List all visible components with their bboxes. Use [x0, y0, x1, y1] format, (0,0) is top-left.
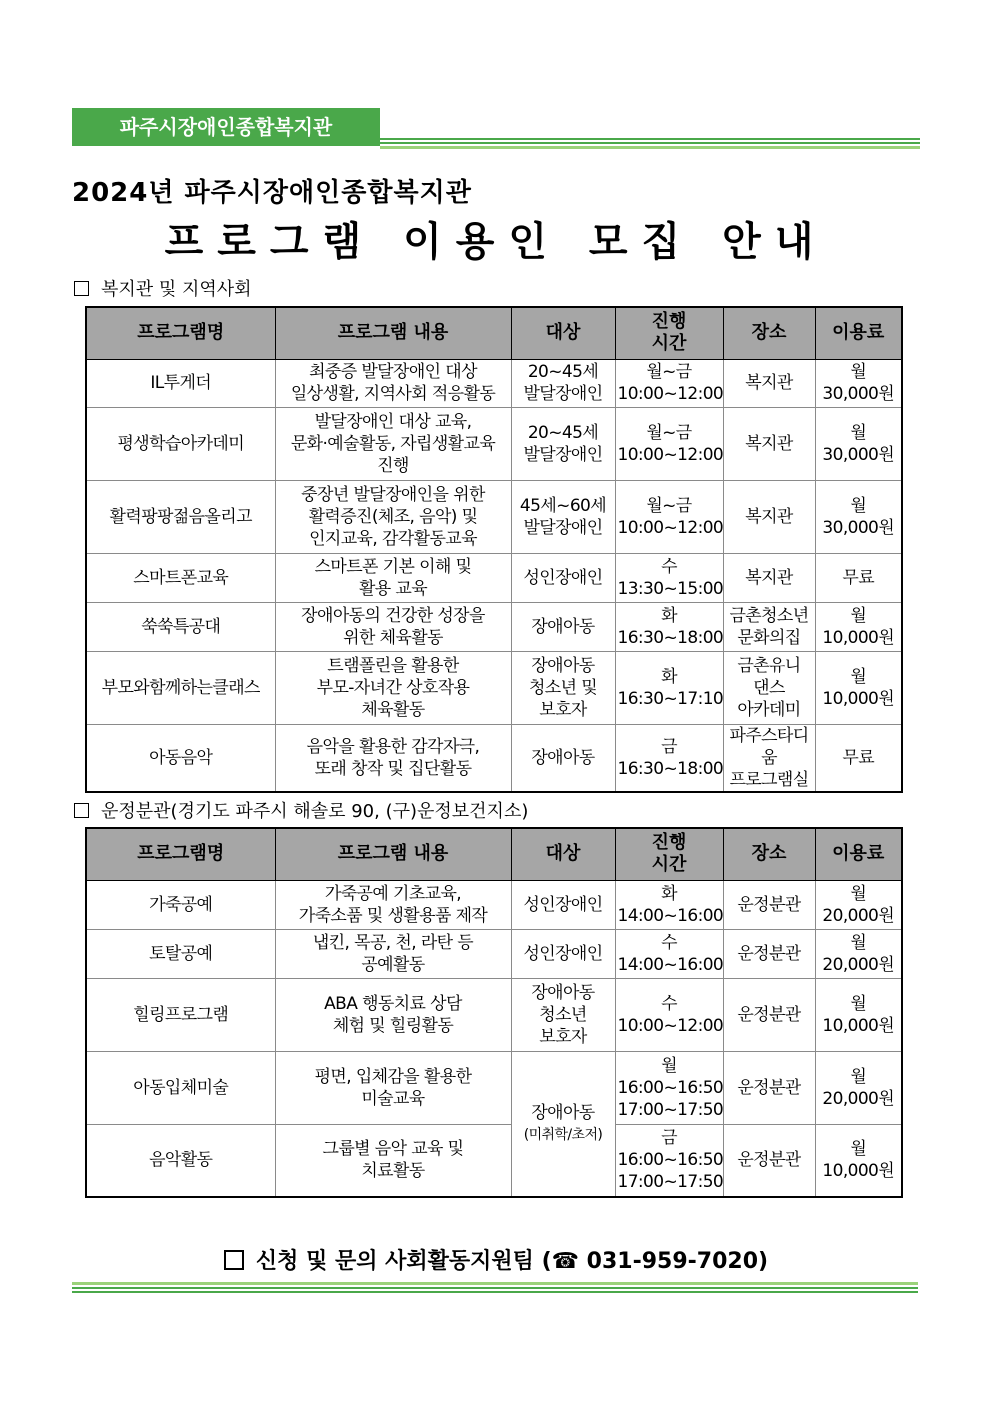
divider — [72, 1291, 918, 1293]
divider — [380, 138, 920, 140]
program-place: 운정분관 — [723, 929, 815, 978]
table-header-row — [86, 307, 902, 359]
table-row — [86, 359, 902, 407]
shared-target-label: 장애아동 — [531, 1102, 595, 1123]
program-fee: 월 20,000원 — [815, 929, 902, 978]
column-header-program-name: 프로그램명 — [86, 307, 275, 359]
table-row — [86, 407, 902, 480]
divider — [380, 142, 920, 144]
checkbox-icon — [74, 281, 89, 296]
program-name: 스마트폰교육 — [86, 553, 275, 602]
program-content: 중장년 발달장애인을 위한 활력증진(체조, 음악) 및 인지교육, 감각활동교육 — [275, 480, 511, 553]
column-header-program-content: 프로그램 내용 — [275, 307, 511, 359]
program-time: 수 14:00~16:00 — [615, 929, 723, 978]
program-place: 운정분관 — [723, 1051, 815, 1124]
program-content: 가죽공예 기초교육, 가죽소품 및 생활용품 제작 — [275, 880, 511, 929]
column-header-time: 진행 시간 — [615, 307, 723, 359]
program-table-welfare-center — [85, 306, 903, 793]
program-place: 금촌유니 댄스 아카데미 — [723, 651, 815, 724]
program-target: 성인장애인 — [511, 929, 615, 978]
program-name: 쑥쑥특공대 — [86, 602, 275, 651]
column-header-fee: 이용료 — [815, 307, 902, 359]
checkbox-icon — [224, 1250, 244, 1270]
program-fee: 월 20,000원 — [815, 1051, 902, 1124]
program-target: 20~45세 발달장애인 — [511, 359, 615, 407]
program-time: 월~금 10:00~12:00 — [615, 407, 723, 480]
program-place: 금촌청소년 문화의집 — [723, 602, 815, 651]
column-header-place: 장소 — [723, 828, 815, 880]
program-target: 20~45세 발달장애인 — [511, 407, 615, 480]
program-fee: 월 20,000원 — [815, 880, 902, 929]
page-subtitle: 2024년 파주시장애인종합복지관 — [72, 178, 472, 208]
section-heading-welfare-center — [74, 275, 252, 301]
contact-text: 신청 및 문의 사회활동지원팀 (☎ 031-959-7020) — [255, 1249, 769, 1274]
organization-badge: 파주시장애인종합복지관 — [72, 108, 380, 146]
divider — [380, 146, 920, 149]
program-place: 복지관 — [723, 407, 815, 480]
program-time: 화 14:00~16:00 — [615, 880, 723, 929]
program-target: 성인장애인 — [511, 880, 615, 929]
shared-target-note: (미취학/초저) — [523, 1126, 603, 1143]
program-content: 그룹별 음악 교육 및 치료활동 — [275, 1124, 511, 1197]
program-place: 복지관 — [723, 359, 815, 407]
program-time: 월~금 10:00~12:00 — [615, 480, 723, 553]
program-place: 운정분관 — [723, 1124, 815, 1197]
table-row — [86, 724, 902, 792]
table-row — [86, 880, 902, 929]
column-header-target: 대상 — [511, 828, 615, 880]
program-time: 금 16:00~16:50 17:00~17:50 — [615, 1124, 723, 1197]
program-name: 토탈공예 — [86, 929, 275, 978]
program-fee: 무료 — [815, 724, 902, 792]
program-place: 복지관 — [723, 480, 815, 553]
program-name: 평생학습아카데미 — [86, 407, 275, 480]
program-time: 화 16:30~18:00 — [615, 602, 723, 651]
program-fee: 월 10,000원 — [815, 602, 902, 651]
program-content: ABA 행동치료 상담 체험 및 힐링활동 — [275, 978, 511, 1051]
program-target: 장애아동 — [511, 602, 615, 651]
table-row — [86, 553, 902, 602]
program-name: 힐링프로그램 — [86, 978, 275, 1051]
divider — [72, 1287, 918, 1289]
program-time: 금 16:30~18:00 — [615, 724, 723, 792]
column-header-target: 대상 — [511, 307, 615, 359]
section-label-text: 복지관 및 지역사회 — [101, 279, 252, 300]
program-target: 45세~60세 발달장애인 — [511, 480, 615, 553]
program-content: 장애아동의 건강한 성장을 위한 체육활동 — [275, 602, 511, 651]
program-name: 부모와함께하는클래스 — [86, 651, 275, 724]
table-row — [86, 978, 902, 1051]
column-header-fee: 이용료 — [815, 828, 902, 880]
program-target-shared — [511, 1051, 615, 1197]
program-place: 복지관 — [723, 553, 815, 602]
program-target: 성인장애인 — [511, 553, 615, 602]
program-time: 수 10:00~12:00 — [615, 978, 723, 1051]
table-row — [86, 1051, 902, 1124]
program-target: 장애아동 청소년 및 보호자 — [511, 651, 615, 724]
program-time: 월 16:00~16:50 17:00~17:50 — [615, 1051, 723, 1124]
program-name: 가죽공예 — [86, 880, 275, 929]
program-content: 최중증 발달장애인 대상 일상생활, 지역사회 적응활동 — [275, 359, 511, 407]
header-badge-row — [72, 108, 920, 148]
section-label-text: 운정분관(경기도 파주시 해솔로 90, (구)운정보건지소) — [101, 801, 529, 822]
section-heading-unjeong-branch — [74, 797, 528, 823]
checkbox-icon — [74, 803, 89, 818]
program-content: 스마트폰 기본 이해 및 활용 교육 — [275, 553, 511, 602]
program-name: 활력팡팡젊음올리고 — [86, 480, 275, 553]
table-header-row — [86, 828, 902, 880]
divider — [72, 1282, 918, 1285]
program-place: 운정분관 — [723, 880, 815, 929]
column-header-program-content: 프로그램 내용 — [275, 828, 511, 880]
program-fee: 월 30,000원 — [815, 480, 902, 553]
table-row — [86, 651, 902, 724]
program-fee: 월 10,000원 — [815, 1124, 902, 1197]
program-content: 트램폴린을 활용한 부모-자녀간 상호작용 체육활동 — [275, 651, 511, 724]
program-target: 장애아동 — [511, 724, 615, 792]
program-table-unjeong-branch — [85, 827, 903, 1198]
footer-divider — [72, 1282, 918, 1294]
program-content: 냅킨, 목공, 천, 라탄 등 공예활동 — [275, 929, 511, 978]
table-row — [86, 1124, 902, 1197]
program-time: 월~금 10:00~12:00 — [615, 359, 723, 407]
program-time: 수 13:30~15:00 — [615, 553, 723, 602]
table-row — [86, 602, 902, 651]
program-target: 장애아동 청소년 보호자 — [511, 978, 615, 1051]
program-name: IL투게더 — [86, 359, 275, 407]
contact-info — [0, 1244, 992, 1275]
program-fee: 월 10,000원 — [815, 651, 902, 724]
program-fee: 월 30,000원 — [815, 407, 902, 480]
program-fee: 월 30,000원 — [815, 359, 902, 407]
page-title: 프로그램 이용인 모집 안내 — [164, 219, 828, 265]
program-content: 발달장애인 대상 교육, 문화·예술활동, 자립생활교육 진행 — [275, 407, 511, 480]
column-header-place: 장소 — [723, 307, 815, 359]
program-fee: 월 10,000원 — [815, 978, 902, 1051]
program-fee: 무료 — [815, 553, 902, 602]
program-time: 화 16:30~17:10 — [615, 651, 723, 724]
program-place: 운정분관 — [723, 978, 815, 1051]
column-header-time: 진행 시간 — [615, 828, 723, 880]
program-name: 아동음악 — [86, 724, 275, 792]
program-name: 음악활동 — [86, 1124, 275, 1197]
program-content: 음악을 활용한 감각자극, 또래 창작 및 집단활동 — [275, 724, 511, 792]
program-content: 평면, 입체감을 활용한 미술교육 — [275, 1051, 511, 1124]
program-place: 파주스타디움 프로그램실 — [723, 724, 815, 792]
table-row — [86, 480, 902, 553]
column-header-program-name: 프로그램명 — [86, 828, 275, 880]
program-name: 아동입체미술 — [86, 1051, 275, 1124]
table-row — [86, 929, 902, 978]
